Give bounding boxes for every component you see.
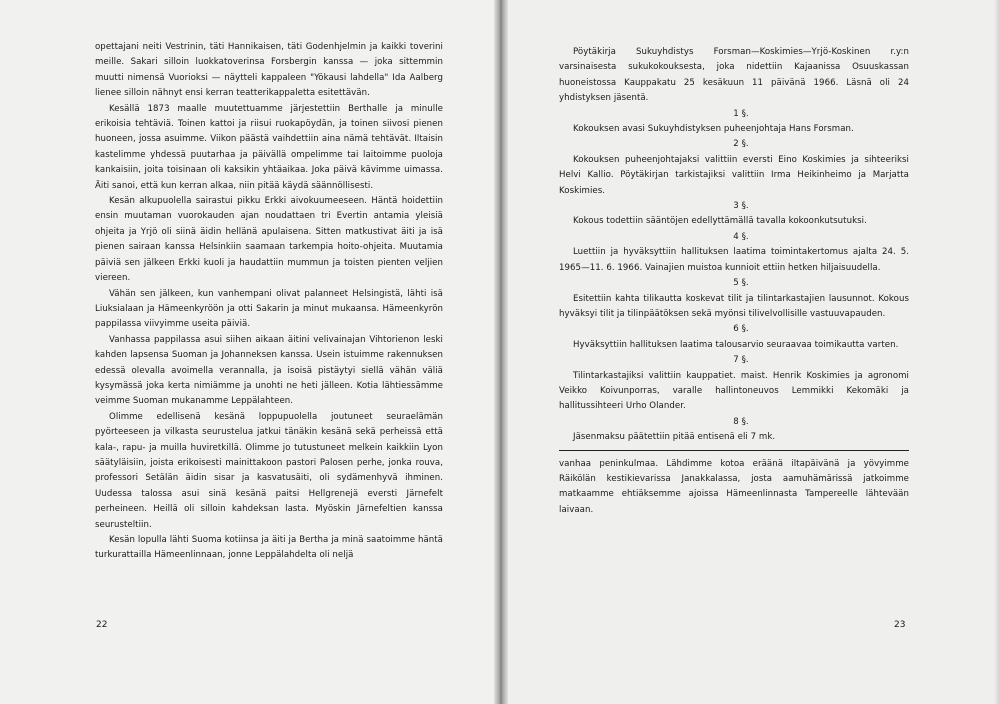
- minutes-intro: Pöytäkirja Sukuyhdistys Forsman—Koskimies—Yrjö-Koskinen r.y:n varsinaisesta sukukokouksesta, joka nidettiin Kajaanissa Osuuskassan huoneistossa Kauppakatu 25 kesäkuun 11 päivänä 1966. Läsnä oli 24 yhdistyksen jäsentä.: [559, 47, 909, 104]
- left-paragraph: Vanhassa pappilassa asui siihen aikaan äitini velivainajan Vihtorienon leski kahden lapsensa Suoman ja Johanneksen kanssa. Usein istuimme rakennuksen edessä olevalla avoimella verannalla, ja isoisä pistäytyi siellä vähän väliä kysymässä joka kerta nimiämme ja unohti ne heti jälleen. Kotia lähtiessämme veimme Suoman mukanamme Leppälahteen.: [95, 334, 443, 407]
- section-heading: 2 §.: [733, 139, 749, 150]
- left-paragraph: Kesän lopulla lähti Suoma kotiinsa ja äiti ja Bertha ja minä saatoimme häntä turkurattailla Hämeenlinnaan, jonne Leppälahdelta oli neljä: [95, 535, 443, 561]
- section-body: Kokouksen avasi Sukuyhdistyksen puheenjohtaja Hans Forsman.: [573, 124, 854, 135]
- section-heading: 7 §.: [733, 355, 749, 366]
- section-heading: 1 §.: [733, 108, 749, 119]
- section-heading: 3 §.: [733, 201, 749, 212]
- section-body: Tilintarkastajiksi valittiin kauppatiet. maist. Henrik Koskimies ja agronomi Veikko Koivunporras, varalle hallintoneuvos Lemmikki Kekomäki ja hallitussihteeri Urho Olander.: [559, 370, 909, 412]
- section-heading: 6 §.: [733, 324, 749, 335]
- section-heading: 8 §.: [733, 416, 749, 427]
- section-body: Jäsenmaksu päätettiin pitää entisenä eli 7 mk.: [573, 432, 776, 443]
- right-page-text: [559, 45, 909, 518]
- section-body: Hyväksyttiin hallituksen laatima talousarvio seuraavaa toimikautta varten.: [573, 339, 899, 350]
- left-paragraph: Olimme edellisenä kesänä loppupuolella joutuneet seuraelämän pyörteeseen ja vilkasta seurustelua jatkui tänäkin kesänä sekä perheissä että kala-, rapu- ja muilla huviretkillä. Olimme jo tutustuneet melkein kaikkiin Lyon säätyläisiin, joista erikoisesti mainittakoon pastori Palosen perhe, jonka rouva, professori Setälän äidin sisar ja kasvatusäiti, oli sydämenhyvä ihminen. Uudessa talossa asui sinä kesänä paitsi Hellgrenejä eversti Järnefelt perheineen. Heillä oli silloin kahdeksan lasta. Myöskin Järnefeltien kanssa seurusteltiin.: [95, 411, 443, 530]
- section-heading: 5 §.: [733, 278, 749, 289]
- left-paragraph: opettajani neiti Vestrinin, täti Hannikaisen, täti Godenhjelmin ja kaikki toverini meille. Sakari silloin luokkatoverinsa Forsbergin kanssa — joka sittemmin muutti nimensä Vuorioksi — näytteli kappaleen "Yökausi lahdella" Ida Aalberg lienee silloin nähnyt ensi kerran teatterikappaletta esitettävän.: [95, 42, 443, 99]
- page-number-right: 23: [894, 620, 906, 630]
- section-body: Esitettiin kahta tilikautta koskevat tilit ja tilintarkastajien lausunnot. Kokous hyväksyi tilit ja tilinpäätöksen sekä myönsi tilivelvollisille vastuuvapauden.: [559, 293, 909, 319]
- left-paragraph: Kesällä 1873 maalle muutettuamme järjestettiin Berthalle ja minulle erikoisia tehtäviä. Toinen kattoi ja riisui ruokapöydän, ja toinen siivosi pienen huoneen, jossa asuimme. Viikon päästä vaihdettiin aina nämä tehtävät. Iltaisin kastelimme yhdessä puutarhaa ja päivällä ompelimme tai laitoimme puoloja kankaisiin, joita toisinaan oli kaksikin yhtäaikaa. Joka päivä kävimme uimassa. Äiti sanoi, että kun kerran alkaa, niin pitää käydä säännöllisesti.: [95, 103, 443, 191]
- section-body: Kokouksen puheenjohtajaksi valittiin eversti Eino Koskimies ja sihteeriksi Helvi Kallio. Pöytäkirjan tarkistajiksi valittiin Irma Heikinheimo ja Marjatta Koskimies.: [559, 154, 909, 196]
- left-page: [0, 0, 498, 704]
- section-body: Luettiin ja hyväksyttiin hallituksen laatima toimintakertomus ajalta 24. 5. 1965—11. 6. 1966. Vainajien muistoa kunnioit ettiin hetken hiljaisuudella.: [559, 247, 909, 273]
- section-body: Kokous todettiin sääntöjen edellyttämällä tavalla kokoonkutsutuksi.: [573, 216, 867, 227]
- book-gutter: [494, 0, 508, 704]
- continuation-paragraph: vanhaa peninkulmaa. Lähdimme kotoa eräänä iltapäivänä ja yövyimme Räikölän kestikievarissa Janakkalassa, josta aamuhämärissä jatkoimme matkaamme ehtiäksemme ajoissa Hämeenlinnasta Tampereelle lähtevään laivaan.: [559, 458, 909, 515]
- left-paragraph: Kesän alkupuolella sairastui pikku Erkki aivokuumeeseen. Häntä hoidettiin ensin muutaman vuorokauden ajan noudattaen tri Evertin antamia yleisiä ohjeita ja Yrjö oli siinä äidin hellänä apulaisena. Sitten matkustivat äiti ja isä pienen sairaan kanssa Helsinkiin saamaan tarkempia hoito-ohjeita. Muutamia päiviä sen jälkeen Erkki kuoli ja haudattiin mummun ja toisten pienten veljien viereen.: [95, 196, 443, 284]
- page-number-left: 22: [96, 620, 108, 630]
- page-edge-shadow: [994, 0, 1000, 704]
- left-paragraph: Vähän sen jälkeen, kun vanhempani olivat palanneet Helsingistä, lähti isä Liuksialaan ja Hämeenkyröön ja otti Sakarin ja minut mukaansa. Hämeenkyrön pappilassa viivyimme useita päiviä.: [95, 288, 443, 330]
- section-heading: 4 §.: [733, 231, 749, 242]
- left-page-text: [95, 40, 443, 564]
- section-divider: [559, 450, 909, 451]
